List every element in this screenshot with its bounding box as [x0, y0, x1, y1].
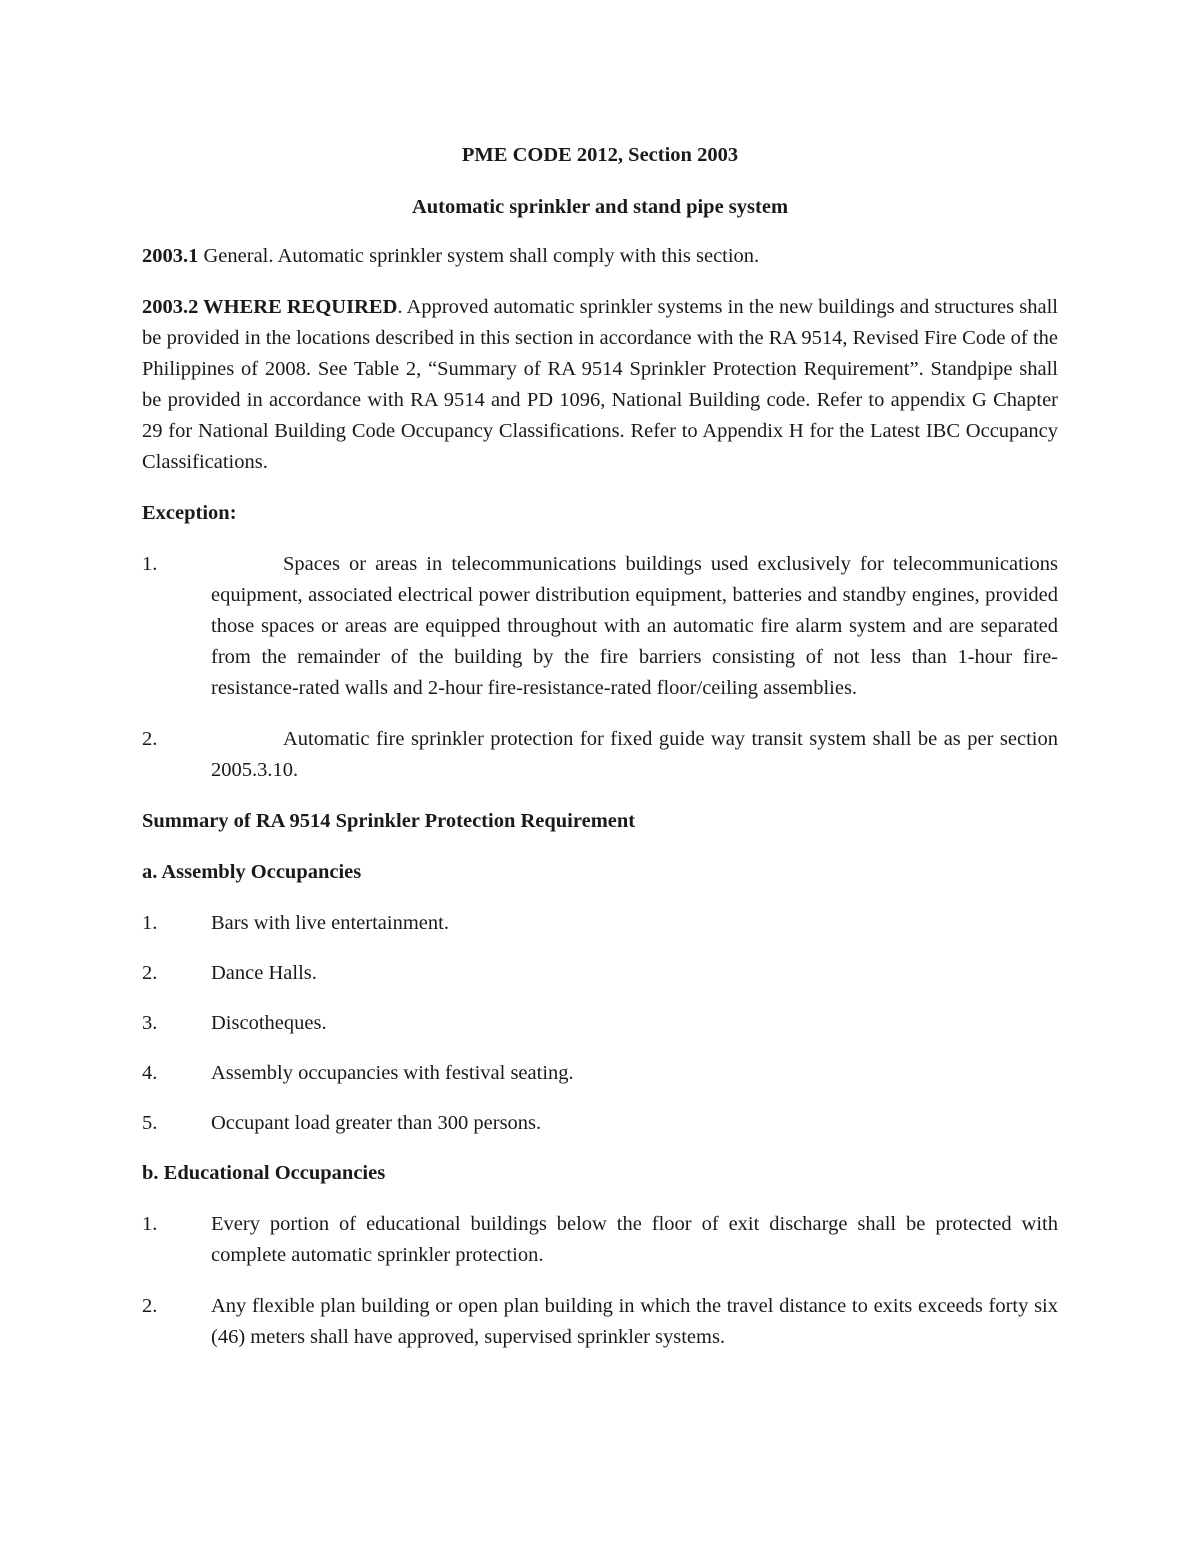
- educational-item: [142, 1209, 1058, 1271]
- item-number: 2.: [142, 962, 158, 984]
- assembly-item: [142, 1058, 1058, 1089]
- item-text: Discotheques.: [211, 1012, 327, 1034]
- item-text: Occupant load greater than 300 persons.: [211, 1112, 542, 1134]
- educational-item: [142, 1291, 1058, 1353]
- item-number: 1.: [142, 553, 158, 575]
- item-number: 1.: [142, 912, 158, 934]
- item-number: 2.: [142, 1295, 158, 1317]
- item-text: Any flexible plan building or open plan building in which the travel distance to exits exceeds forty six (46) meters shall have approved, supervised sprinkler systems.: [211, 1295, 1058, 1348]
- exception-item: [142, 549, 1058, 704]
- document-page: [142, 140, 1058, 1373]
- item-text: Dance Halls.: [211, 962, 317, 984]
- item-text: Every portion of educational buildings below the floor of exit discharge shall be protected with complete automatic sprinkler protection.: [211, 1213, 1058, 1266]
- section-2003-2: [142, 292, 1058, 478]
- educational-heading: b. Educational Occupancies: [142, 1162, 386, 1184]
- document-title: PME CODE 2012, Section 2003: [461, 144, 739, 166]
- section-number: 2003.1: [142, 245, 199, 267]
- section-text: . Approved automatic sprinkler systems in the new buildings and structures shall be provided in the locations described in this section in accordance with the RA 9514, Revised Fire Code of the Philippines of 2008. See Table 2, “Summary of RA 9514 Sprinkler Protection Requirement”. Standpipe shall be provided in accordance with RA 9514 and PD 1096, National Building code. Refer to appendix G Chapter 29 for National Building Code Occupancy Classifications. Refer to Appendix H for the Latest IBC Occupancy Classifications.: [142, 296, 1058, 473]
- section-text: General. Automatic sprinkler system shall comply with this section.: [198, 245, 760, 267]
- item-text: Assembly occupancies with festival seating.: [211, 1062, 574, 1084]
- assembly-item: [142, 1008, 1058, 1039]
- item-text: Spaces or areas in telecommunications buildings used exclusively for telecommunications equipment, associated electrical power distribution equipment, batteries and standby engines, provided those spaces or areas are equipped throughout with an automatic fire alarm system and are separated from the remainder of the building by the fire barriers consisting of not less than 1-hour fire-resistance-rated walls and 2-hour fire-resistance-rated floor/ceiling assemblies.: [211, 553, 1058, 699]
- exception-heading: Exception:: [142, 502, 237, 524]
- section-2003-1: [142, 241, 1058, 272]
- item-number: 2.: [142, 728, 158, 750]
- item-number: 1.: [142, 1213, 158, 1235]
- document-subtitle: Automatic sprinkler and stand pipe system: [411, 196, 789, 218]
- assembly-heading: a. Assembly Occupancies: [142, 861, 362, 883]
- item-number: 4.: [142, 1062, 158, 1084]
- item-number: 5.: [142, 1112, 158, 1134]
- item-text: Automatic fire sprinkler protection for fixed guide way transit system shall be as per section 2005.3.10.: [211, 728, 1058, 781]
- assembly-item: [142, 908, 1058, 939]
- item-text: Bars with live entertainment.: [211, 912, 449, 934]
- assembly-item: [142, 958, 1058, 989]
- exception-item: [142, 724, 1058, 786]
- summary-heading: Summary of RA 9514 Sprinkler Protection Requirement: [142, 810, 636, 832]
- section-number: 2003.2 WHERE REQUIRED: [142, 296, 398, 318]
- assembly-item: [142, 1108, 1058, 1139]
- item-number: 3.: [142, 1012, 158, 1034]
